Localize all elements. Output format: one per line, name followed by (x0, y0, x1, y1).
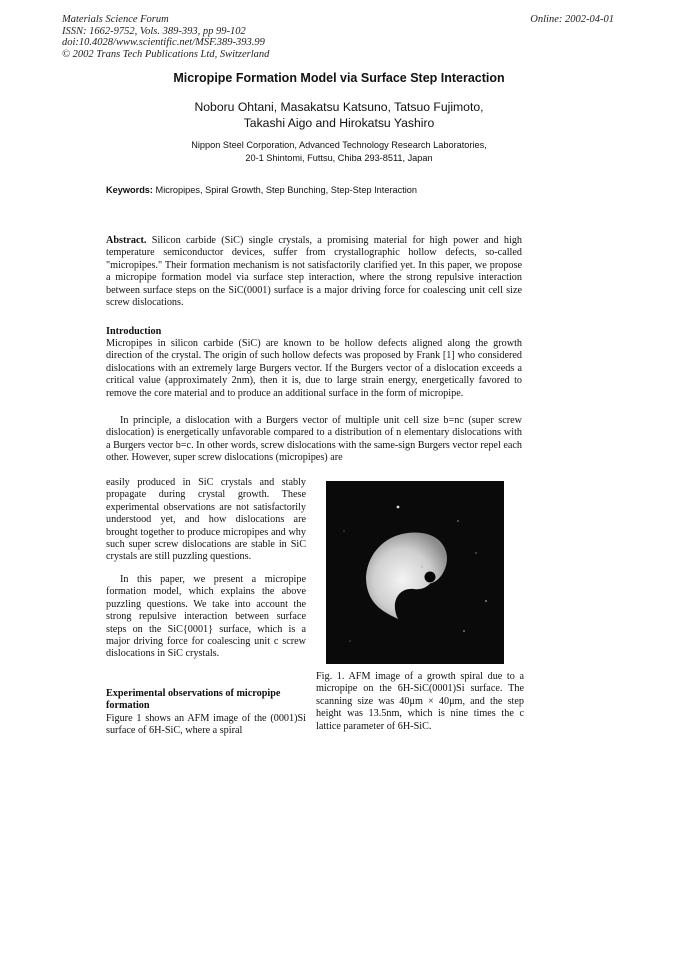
journal-header (62, 14, 269, 60)
affiliation-line-1: Nippon Steel Corporation, Advanced Technology Research Laboratories, (191, 140, 487, 150)
keywords-label: Keywords: (106, 185, 153, 195)
introduction-paragraph-1: Micropipes in silicon carbide (SiC) are known to be hollow defects aligned along the growth direction of the crystal. The origin of such hollow defects was proposed by Frank [1] who considered dislocations with an extremely large Burgers vector. If the Burgers vector of a dislocation exceeds a critical value (approximately 2nm), then it is, due to large strain energy, energetically favored to remove the core material and to produce an additional surface in the form of micropipe. (106, 338, 522, 399)
abstract-label: Abstract. (106, 235, 147, 246)
author-list (0, 100, 678, 131)
figure-1-caption: Fig. 1. AFM image of a growth spiral due to a micropipe on the 6H-SiC(0001)Si surface. The scanning size was 40μm × 40μm, and the step height was 13.5nm, which is nine times the c lattice parameter of 6H-SiC. (316, 671, 524, 732)
affiliation-line-2: 20-1 Shintomi, Futtsu, Chiba 293-8511, Japan (245, 152, 433, 163)
authors-line-2: Takashi Aigo and Hirokatsu Yashiro (243, 115, 435, 130)
afm-figure (326, 481, 504, 664)
keywords (106, 185, 417, 195)
keywords-text: Micropipes, Spiral Growth, Step Bunching, Step-Step Interaction (155, 185, 418, 195)
growth-spiral-image (326, 481, 504, 664)
introduction-paragraph-2: In principle, a dislocation with a Burgers vector of multiple unit cell size b=nc (super screw dislocation) is energetically unfavorable compared to a distribution of n elementary dislocations with a Burgers vector b=c. In other words, screw dislocations with the same-sign Burgers vector repel each other. However, super screw dislocations (micropipes) are (106, 415, 522, 464)
abstract-text: Silicon carbide (SiC) single crystals, a promising material for high power and high temperature semiconductor devices, suffer from crystallographic hollow defects, so-called "micropipes." Their formation mechanism is not satisfactorily clarified yet. In this paper, we propose a micropipe formation model via surface step interaction, where the strong repulsive interaction between surface steps on the SiC(0001) surface is a major driving force for coalescing unit cell size screw dislocations. (106, 235, 523, 309)
journal-name: Materials Science Forum (62, 14, 169, 25)
introduction-paragraph-2-continued: easily produced in SiC crystals and stably propagate during crystal growth. These experimental observations are not satisfactorily understood yet, and how dislocations are brought together to produce micropipes and why such super screw dislocations are stable in SiC crystals are still puzzling questions. (106, 477, 306, 563)
issn-line: ISSN: 1662-9752, Vols. 389-393, pp 99-102 (62, 25, 246, 37)
authors-line-1: Noboru Ohtani, Masakatsu Katsuno, Tatsuo Fujimoto, (194, 100, 484, 114)
introduction-paragraph-3: In this paper, we present a micropipe formation model, which explains the above puzzling questions. We take into account the strong repulsive interaction between surface steps on the SiC{0001} surface, which is a major driving force for coalescing unit c screw dislocations in SiC crystals. (106, 574, 306, 660)
doi-line: doi:10.4028/www.scientific.net/MSF.389-393.99 (62, 37, 265, 48)
introduction-heading: Introduction (106, 326, 162, 337)
online-date: Online: 2002-04-01 (530, 14, 614, 25)
experimental-heading: Experimental observations of micropipe formation (106, 688, 281, 712)
affiliation (0, 139, 678, 164)
experimental-text: Figure 1 shows an AFM image of the (0001)Si surface of 6H-SiC, where a spiral (106, 713, 306, 737)
abstract (106, 235, 522, 309)
paper-title: Micropipe Formation Model via Surface Step Interaction (173, 71, 505, 85)
copyright-line: © 2002 Trans Tech Publications Ltd, Switzerland (62, 48, 270, 60)
